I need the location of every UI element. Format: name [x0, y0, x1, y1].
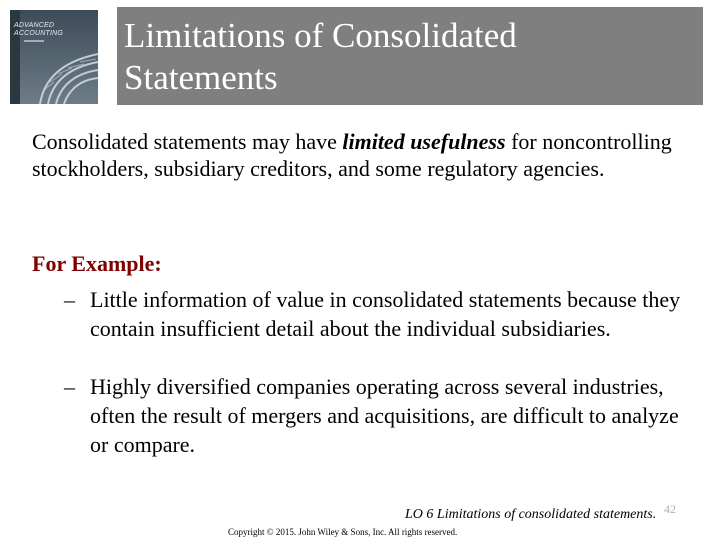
dash-bullet-icon: –: [64, 374, 75, 399]
example-heading: For Example:: [32, 251, 162, 276]
lo-label: LO 6: [405, 507, 434, 522]
page-number: 42: [664, 502, 676, 516]
intro-text-start: Consolidated statements may have: [32, 129, 343, 154]
intro-paragraph: [32, 128, 702, 182]
slide-title: [124, 15, 694, 99]
intro-text-end: for noncontrolling stockholders, subsidiary creditors, and some regulatory agencies.: [32, 129, 672, 181]
book-cover-title: [14, 22, 63, 38]
example-bullet-text: Highly diversified companies operating across several industries, often the result of mergers and acquisitions, are difficult to analyze or compare.: [90, 374, 679, 457]
lo-text: Limitations of consolidated statements.: [436, 507, 657, 522]
book-cover-title-line1: ADVANCED: [14, 22, 55, 29]
example-bullet-text: Little information of value in consolidated statements because they contain insufficient detail about the individual subsidiaries.: [90, 287, 681, 341]
book-cover-title-line2: ACCOUNTING: [14, 30, 64, 37]
slide-title-line1: Limitations of Consolidated: [124, 16, 517, 55]
example-bullet: [64, 372, 700, 459]
example-bullet: [64, 285, 700, 343]
copyright-notice: Copyright © 2015. John Wiley & Sons, Inc. All rights reserved.: [228, 527, 458, 537]
slide-title-bar: [117, 7, 703, 105]
book-cover-image: [10, 10, 98, 104]
learning-objective-footer: [405, 506, 705, 524]
intro-emphasis: limited usefulness: [342, 129, 506, 154]
slide-title-line2: Statements: [124, 58, 278, 97]
dash-bullet-icon: –: [64, 287, 75, 312]
